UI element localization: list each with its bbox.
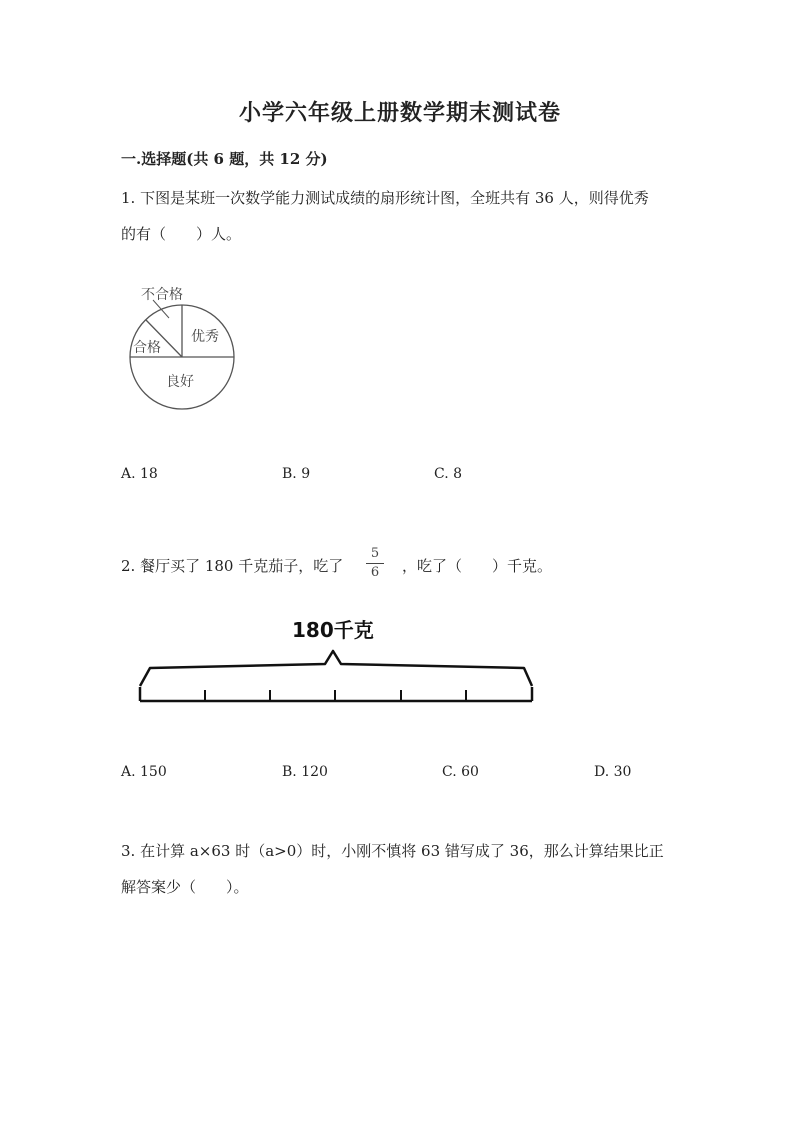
page-title: 小学六年级上册数学期末测试卷 [238, 100, 561, 126]
q2-option-b[interactable]: B. 120 [282, 764, 328, 780]
fraction-numerator: 5 [370, 546, 380, 561]
q2-text-before: 2. 餐厅买了 180 千克茄子，吃了 [121, 557, 344, 575]
pie-label-pass: 合格 [133, 340, 161, 356]
q2-text-after: ，吃了（ ）千克。 [402, 557, 553, 575]
diagram-label: 180千克 [292, 618, 374, 642]
q1-option-a[interactable]: A. 18 [121, 466, 158, 482]
section-heading: 一.选择题(共 6 题，共 12 分) [121, 150, 328, 168]
q1-text-line2: 的有（ ）人。 [121, 225, 242, 243]
q2-option-d[interactable]: D. 30 [594, 764, 632, 780]
diagram-brace [140, 651, 532, 686]
q3-text-line2: 解答案少（ ）。 [121, 878, 249, 896]
pie-label-excellent: 优秀 [191, 329, 219, 345]
q2-fraction [363, 546, 387, 581]
q2-option-c[interactable]: C. 60 [442, 764, 479, 780]
q1-pie-chart [125, 280, 245, 415]
q1-option-b[interactable]: B. 9 [282, 466, 311, 482]
q3-text-line1: 3. 在计算 a×63 时（a>0）时，小刚不慎将 63 错写成了 36，那么计算结果比正 [121, 842, 664, 860]
q1-option-c[interactable]: C. 8 [434, 466, 463, 482]
fraction-denominator: 6 [370, 565, 380, 580]
fraction-bar [366, 563, 384, 564]
q2-line-diagram [130, 612, 540, 712]
pie-label-good: 良好 [166, 374, 194, 390]
pie-label-fail: 不合格 [141, 287, 183, 303]
q2-option-a[interactable]: A. 150 [121, 764, 167, 780]
q1-text-line1: 1. 下图是某班一次数学能力测试成绩的扇形统计图，全班共有 36 人，则得优秀 [121, 189, 649, 207]
